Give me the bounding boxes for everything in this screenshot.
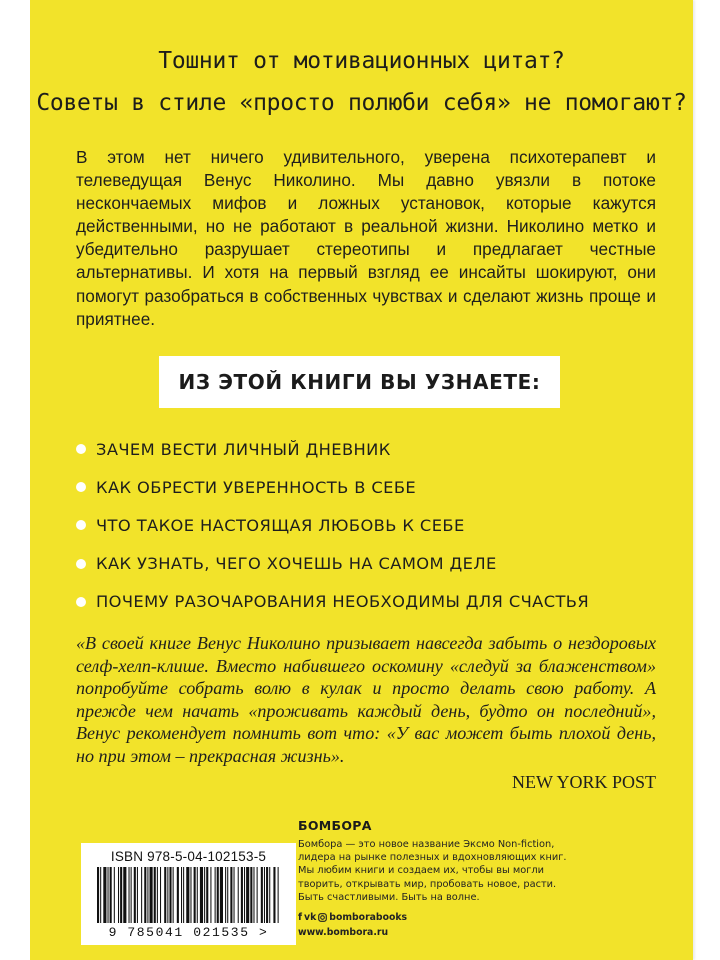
barcode-bar [215, 867, 216, 923]
headline-line-2: Советы в стиле «просто полюби себя» не помогают? [36, 90, 687, 116]
barcode-bar [250, 867, 252, 923]
barcode-bar [269, 867, 270, 923]
barcode-bar [103, 867, 106, 923]
list-item-text: КАК УЗНАТЬ, ЧЕГО ХОЧЕШЬ НА САМОМ ДЕЛЕ [96, 554, 497, 574]
barcode-bar [177, 867, 179, 923]
list-item-text: ЗАЧЕМ ВЕСТИ ЛИЧНЫЙ ДНЕВНИК [96, 439, 391, 459]
barcode-bar [278, 867, 279, 923]
barcode-bar [167, 867, 168, 923]
bullet-dot-icon [76, 559, 86, 569]
barcode-bar [181, 867, 182, 923]
book-back-cover [30, 0, 693, 960]
barcode-bar [230, 867, 232, 923]
barcode-bar [273, 867, 275, 923]
barcode-bar [234, 867, 235, 923]
barcode-bar [206, 867, 208, 923]
barcode-bar [144, 867, 146, 923]
publisher-description-line: творить, открывать мир, пробовать новое, расти. [298, 878, 557, 890]
list-item [76, 468, 676, 506]
barcode-bar [137, 867, 138, 923]
learn-banner-label: ИЗ ЭТОЙ КНИГИ ВЫ УЗНАЕТЕ: [178, 370, 541, 394]
list-item [76, 430, 676, 468]
ean-digits: 9 785041 021535 > [108, 925, 269, 940]
publisher-description-line: Быть счастливыми. Быть на волне. [298, 891, 480, 903]
learn-banner [159, 356, 560, 408]
barcode-bar [204, 867, 205, 923]
headline-line-1: Тошнит от мотивационных цитат? [158, 48, 565, 74]
barcode-bar [257, 867, 258, 923]
barcode-bar [147, 867, 148, 923]
barcode-icon [95, 867, 282, 925]
barcode-bar [210, 867, 211, 923]
barcode-bar [225, 867, 226, 923]
barcode-bar [114, 867, 115, 923]
quote-source: NEW YORK POST [511, 772, 656, 792]
bullet-dot-icon [76, 597, 86, 607]
barcode-bar [194, 867, 196, 923]
list-item-text: ПОЧЕМУ РАЗОЧАРОВАНИЯ НЕОБХОДИМЫ ДЛЯ СЧАСТЬЯ [96, 592, 590, 612]
publisher-description-line: лидера на рынке полезных и вдохновляющих книг. [298, 852, 567, 864]
publisher-description-line: Бомбора — это новое название Эксмо Non-fiction, [298, 839, 555, 850]
social-handle[interactable]: bomborabooks [329, 912, 408, 923]
vk-icon[interactable]: vk [304, 912, 317, 923]
barcode-bar [264, 867, 265, 923]
barcode-bar [253, 867, 254, 923]
bullet-dot-icon [76, 520, 86, 530]
list-item [76, 583, 676, 621]
barcode-bar [157, 867, 158, 923]
barcode-bar [134, 867, 136, 923]
learn-list [76, 430, 676, 621]
barcode-bar [97, 867, 99, 923]
barcode-bar [150, 867, 153, 923]
publisher-description-line: Мы любим книги и создаем их, чтобы вы могли [298, 865, 544, 877]
barcode-panel [81, 843, 296, 945]
barcode-bar [241, 867, 243, 923]
barcode-bar [220, 867, 223, 923]
list-item-text: ЧТО ТАКОЕ НАСТОЯЩАЯ ЛЮБОВЬ К СЕБЕ [96, 515, 465, 535]
barcode-bar [131, 867, 132, 923]
list-item [76, 545, 676, 583]
barcode-bar [197, 867, 198, 923]
barcode-bar [173, 867, 174, 923]
instagram-icon[interactable] [318, 913, 327, 922]
press-quote: «В своей книге Венус Николино призывает навсегда забыть о нездоровых селф-хелп-клише. Вместо набившего оскомину «следуй за блаженством» попробуйте собрать волю в кулак и просто делать свою работу. А прежде чем начать «проживать каждый день, будто он последний», Венус рекомендует помнить вот что: «У вас может быть плохой день, но при этом – прекрасная жизнь». [76, 633, 656, 766]
barcode-bar [123, 867, 126, 923]
barcode-bar [110, 867, 112, 923]
barcode-bar [238, 867, 239, 923]
barcode-bar [261, 867, 263, 923]
bullet-dot-icon [76, 482, 86, 492]
barcode-bar [164, 867, 166, 923]
barcode-bar [120, 867, 122, 923]
barcode-bar [190, 867, 191, 923]
publisher-logo: БОМБОРА [298, 818, 372, 833]
website-link[interactable]: www.bombora.ru [298, 927, 389, 938]
list-item [76, 506, 676, 544]
list-item-text: КАК ОБРЕСТИ УВЕРЕННОСТЬ В СЕБЕ [96, 477, 417, 497]
bullet-dot-icon [76, 444, 86, 454]
barcode-bar [217, 867, 219, 923]
barcode-bar [266, 867, 268, 923]
barcode-bar [246, 867, 249, 923]
barcode-bar [186, 867, 189, 923]
barcode-bar [183, 867, 184, 923]
publisher-description [298, 838, 588, 904]
barcode-bar [244, 867, 245, 923]
barcode-bar [200, 867, 203, 923]
social-links [298, 912, 407, 923]
barcode-bar [169, 867, 171, 923]
barcode-bar [100, 867, 101, 923]
barcode-bar [129, 867, 130, 923]
barcode-bar [160, 867, 161, 923]
barcode-bar [141, 867, 142, 923]
facebook-icon[interactable]: f [298, 912, 303, 923]
barcode-bar [108, 867, 109, 923]
isbn-label: ISBN 978-5-04-102153-5 [110, 849, 267, 864]
barcode-bar [118, 867, 119, 923]
intro-paragraph: В этом нет ничего удивительного, уверена психотерапевт и телеведущая Венус Николино. Мы давно увязли в потоке нескончаемых мифов и ложных установок, которые кажутся действенными, но не работают в реальной жизни. Николино метко и убедительно разрушает стереотипы и предлагает честные альтернативы. И хотя на первый взгляд ее инсайты шокируют, они помогут разобраться в собственных чувствах и сделают жизнь проще и приятнее. [76, 147, 656, 329]
barcode-bar [227, 867, 228, 923]
barcode-bar [154, 867, 156, 923]
